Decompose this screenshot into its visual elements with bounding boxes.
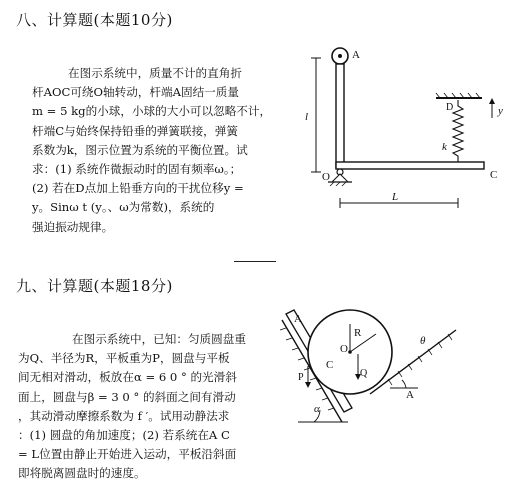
label-q: Q	[360, 368, 368, 379]
label-k: k	[442, 141, 447, 153]
problem-9-line: ：(1) 圆盘的角加速度；(2) 若系统在A C	[18, 428, 230, 443]
problem-8-line: 系数为k，图示位置为系统的平衡位置。试	[32, 142, 248, 157]
label-alpha: α	[314, 403, 320, 415]
label-a-plate: A	[294, 313, 302, 325]
problem-8-text	[32, 64, 271, 237]
problem-9-heading: 九、计算题(本题18分)	[16, 277, 173, 295]
problem-9-line: 即将脱离圆盘时的速度。	[18, 466, 146, 481]
problem-9-line: 在图示系统中，已知：匀质圆盘重	[72, 332, 246, 346]
label-c: C	[490, 169, 498, 181]
label-o: O	[340, 343, 348, 355]
problem-9-text	[18, 330, 246, 484]
label-c: C	[326, 359, 334, 371]
problem-8-heading: 八、计算题(本题10分)	[16, 11, 173, 29]
problem-8-line: 强迫振动规律。	[32, 219, 114, 234]
problem-8-line: 求：(1) 系统作微振动时的固有频率ω。；	[32, 162, 242, 177]
problem-8-line: 杆AOC可绕O轴转动，杆端A固结一质量	[32, 85, 239, 100]
label-a: A	[352, 49, 360, 61]
problem-8-line: 杆端C与始终保持铅垂的弹簧联接，弹簧	[32, 123, 238, 138]
problem-8-figure	[300, 40, 510, 220]
problem-8-line: (2) 若在D点加上铅垂方向的干扰位移y =	[32, 181, 244, 196]
label-l: l	[305, 111, 309, 123]
label-r: R	[354, 327, 362, 339]
vertical-bar-ao	[336, 64, 344, 168]
problem-8-line: y。Sinω t (y。、ω为常数)，系统的	[32, 200, 215, 215]
problem-9-figure	[278, 298, 512, 428]
problem-9-line: 面上，圆盘与β = 3 0 ° 的斜面之间有滑动	[18, 389, 236, 404]
separator-line	[234, 261, 276, 262]
problem-9-line: 间无相对滑动，板放在α = 6 0 ° 的光滑斜	[18, 370, 237, 385]
problem-8-line: m = 5 kg的小球，小球的大小可以忽略不计，	[32, 104, 272, 119]
label-p: P	[298, 372, 304, 383]
label-d: D	[446, 102, 454, 113]
label-a-lower: A	[406, 389, 414, 401]
problem-9-line: 为Q、半径为R，平板重为P，圆盘与平板	[18, 351, 230, 366]
label-y: y	[498, 105, 503, 117]
label-l-horizontal: L	[392, 191, 399, 203]
problem-9-line: ，其动滑动摩擦系数为 f ′。试用动静法求	[18, 408, 230, 423]
label-o: O	[322, 171, 330, 183]
horizontal-bar-oc	[336, 162, 484, 169]
label-theta: θ	[420, 335, 426, 347]
problem-8-line: 在图示系统中，质量不计的直角折	[68, 66, 242, 80]
spring	[453, 100, 463, 162]
problem-9-line: = L位置由静止开始进入运动，平板沿斜面	[18, 447, 237, 462]
